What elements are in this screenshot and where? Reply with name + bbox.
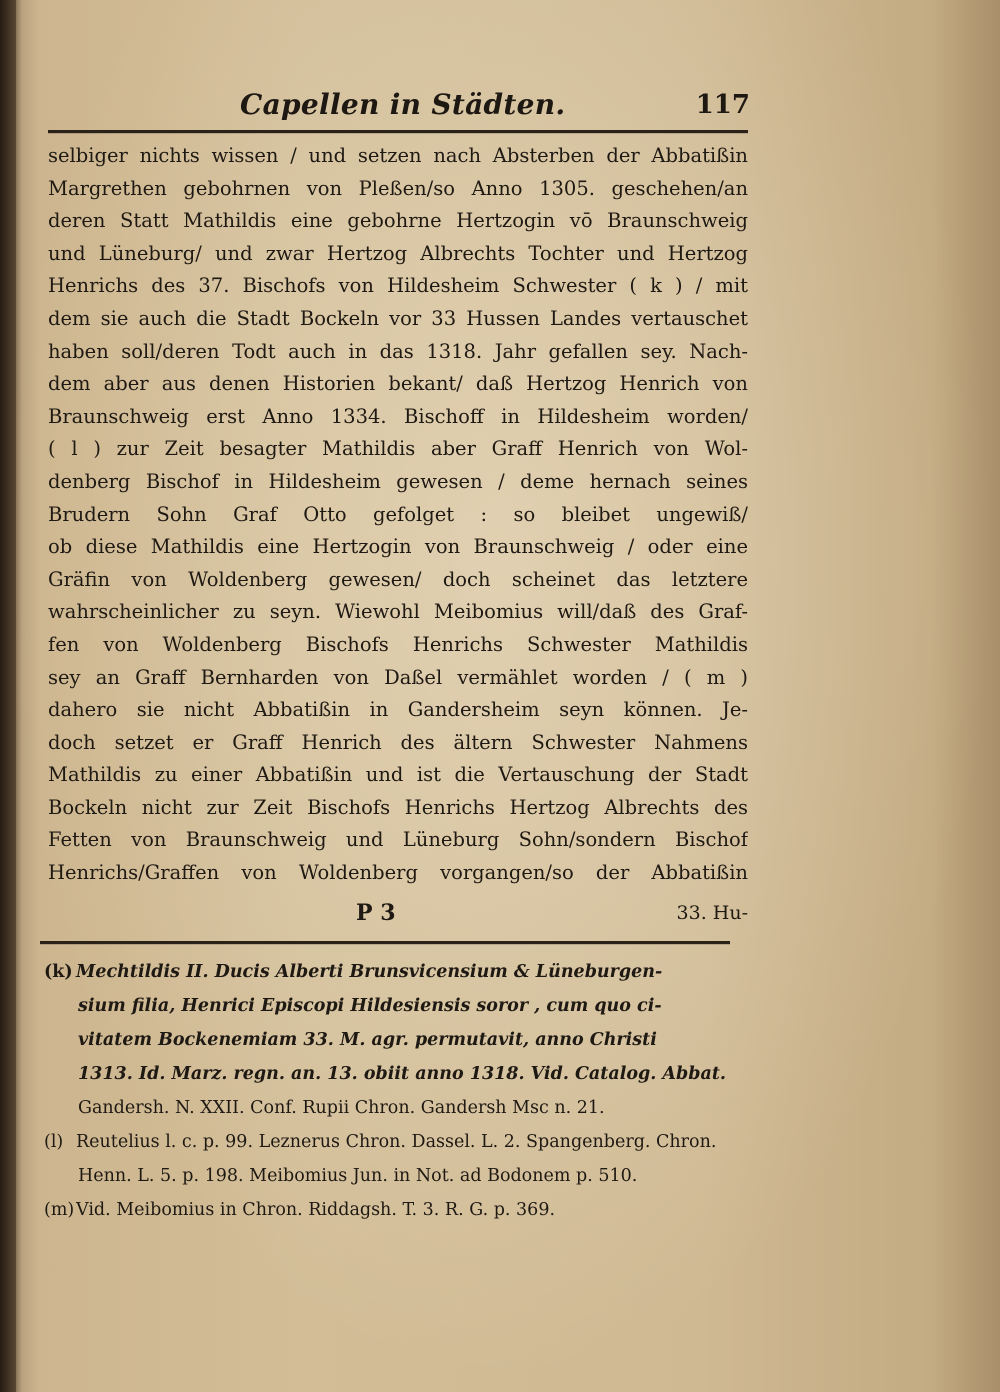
body-line: selbiger nichts wissen / und setzen nach Absterben der Abbatißin (48, 144, 748, 167)
body-line: denberg Bischof in Hildesheim gewesen / deme hernach seines (48, 469, 748, 493)
body-line: ( l ) zur Zeit besagter Mathildis aber Graff Henrich von Wol- (48, 437, 748, 461)
body-text (48, 140, 748, 890)
footnote-line: vitatem Bockenemiam 33. M. agr. permutavit, anno Christi (78, 1030, 657, 1050)
footnotes (44, 955, 764, 1227)
body-line: haben soll/deren Todt auch in das 1318. Jahr gefallen sey. Nach- (48, 339, 748, 363)
footnote-marker: (m) (44, 1200, 75, 1220)
body-line: dem sie auch die Stadt Bockeln vor 33 Hussen Landes vertauschet (48, 306, 748, 330)
footnote-line (44, 955, 764, 989)
body-line: dem aber aus denen Historien bekant/ daß Hertzog Henrich von (48, 372, 748, 396)
body-line: deren Statt Mathildis eine gebohrne Hertzogin vō Braunschweig (48, 209, 748, 233)
footnote-line: Gandersh. N. XXII. Conf. Rupii Chron. Gandersh Msc n. 21. (78, 1098, 605, 1118)
catchline (48, 900, 748, 934)
body-line: wahrscheinlicher zu seyn. Wiewohl Meibomius will/daß des Graf- (48, 600, 748, 624)
page-number: 117 (695, 90, 750, 120)
book-gutter (0, 0, 16, 1392)
body-line: Henrichs des 37. Bischofs von Hildesheim Schwester ( k ) / mit (48, 274, 748, 298)
catchword: 33. Hu- (676, 902, 748, 924)
footnote-line (44, 1125, 764, 1159)
footnote-line (44, 1193, 764, 1227)
signature-mark: P 3 (356, 900, 396, 926)
footnote-line: Henn. L. 5. p. 198. Meibomius Jun. in Not. ad Bodonem p. 510. (78, 1166, 638, 1186)
footnote-text: Mechtildis II. Ducis Alberti Brunsvicensium & Lüneburgen- (76, 962, 663, 982)
body-line: Margrethen gebohrnen von Pleßen/so Anno 1305. geschehen/an (48, 176, 748, 200)
body-line: fen von Woldenberg Bischofs Henrichs Schwester Mathildis (48, 632, 748, 656)
body-line: Mathildis zu einer Abbatißin und ist die Vertauschung der Stadt (48, 763, 748, 787)
footnote-rule (40, 941, 730, 944)
footnote-line: sium filia, Henrici Episcopi Hildesiensis soror , cum quo ci- (78, 996, 662, 1016)
body-line: Braunschweig erst Anno 1334. Bischoff in Hildesheim worden/ (48, 404, 748, 428)
body-line: ob diese Mathildis eine Hertzogin von Braunschweig / oder eine (48, 535, 748, 559)
body-line: sey an Graff Bernharden von Daßel vermählet worden / ( m ) (48, 665, 748, 689)
footnote-marker: (l) (44, 1132, 64, 1152)
body-line: Henrichs/Graffen von Woldenberg vorgangen/so der Abbatißin (48, 861, 748, 885)
running-title: Capellen in Städten. (240, 88, 566, 121)
body-line: Brudern Sohn Graf Otto gefolget : so bleibet ungewiß/ (48, 502, 748, 526)
body-line: dahero sie nicht Abbatißin in Gandersheim seyn können. Je- (48, 698, 748, 722)
body-line: Bockeln nicht zur Zeit Bischofs Henrichs Hertzog Albrechts des (48, 795, 748, 819)
body-line: doch setzet er Graff Henrich des ältern Schwester Nahmens (48, 730, 748, 754)
body-line: Fetten von Braunschweig und Lüneburg Sohn/sondern Bischof (48, 828, 748, 852)
footnote-text: Reutelius l. c. p. 99. Leznerus Chron. Dassel. L. 2. Spangenberg. Chron. (76, 1132, 717, 1152)
header-rule (48, 130, 748, 133)
body-line: Gräfin von Woldenberg gewesen/ doch scheinet das letztere (48, 567, 748, 591)
footnote-marker: (k) (44, 962, 73, 982)
body-line: und Lüneburg/ und zwar Hertzog Albrechts Tochter und Hertzog (48, 241, 748, 265)
running-header (240, 88, 750, 128)
footnote-text: Vid. Meibomius in Chron. Riddagsh. T. 3. R. G. p. 369. (76, 1200, 556, 1220)
footnote-line: 1313. Id. Marz. regn. an. 13. obiit anno 1318. Vid. Catalog. Abbat. (78, 1064, 726, 1084)
